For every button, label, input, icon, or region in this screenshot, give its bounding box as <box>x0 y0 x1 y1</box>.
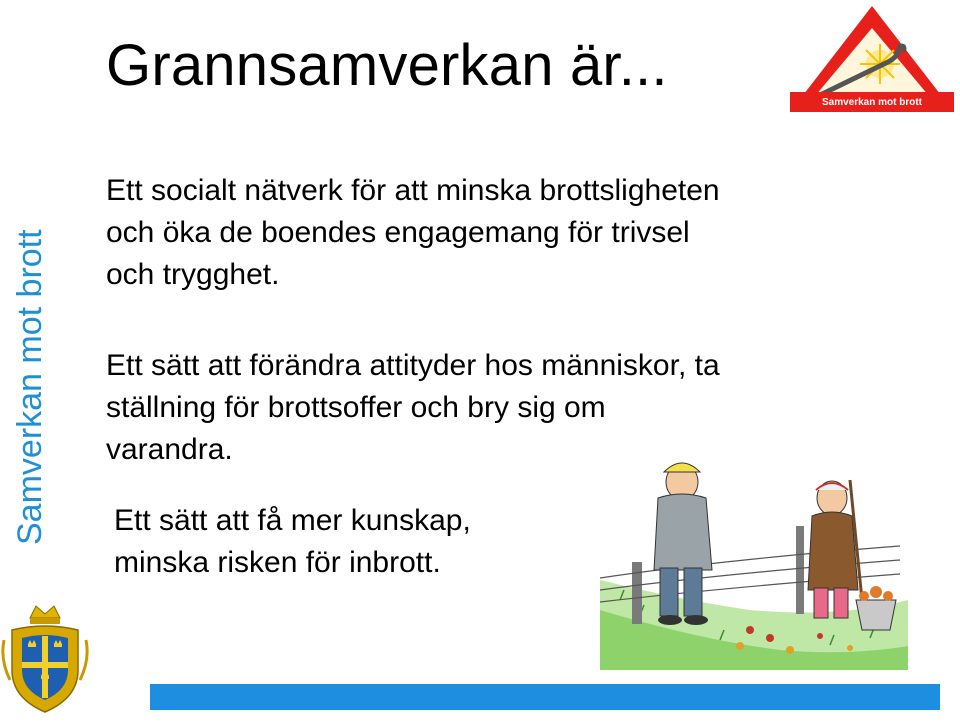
paragraph-line: minska risken för inbrott. <box>114 546 441 579</box>
paragraph-knowledge <box>114 500 471 584</box>
paragraph-line: Ett socialt nätverk för att minska brottsligheten <box>106 174 720 207</box>
neighbors-cartoon <box>600 450 908 670</box>
paragraph-line: och öka de boendes engagemang för trivsel <box>106 216 690 249</box>
paragraph-line: ställning för brottsoffer och bry sig om <box>106 391 606 424</box>
neighbors-at-fence-illustration <box>600 450 908 670</box>
police-emblem <box>0 600 90 717</box>
side-label: Samverkan mot brott <box>11 229 49 545</box>
paragraph-line: och trygghet. <box>106 258 280 291</box>
paragraph-line: Ett sätt att förändra attityder hos människor, ta <box>106 349 720 382</box>
swedish-police-crest-icon <box>0 600 90 717</box>
paragraph-line: Ett sätt att få mer kunskap, <box>114 504 471 537</box>
paragraph-network <box>106 170 720 296</box>
footer-bar <box>150 684 940 710</box>
slide-title: Grannsamverkan är... <box>106 33 668 98</box>
samverkan-logo <box>788 4 956 114</box>
logo-text: Samverkan mot brott <box>821 97 923 108</box>
paragraph-line: varandra. <box>106 433 233 466</box>
